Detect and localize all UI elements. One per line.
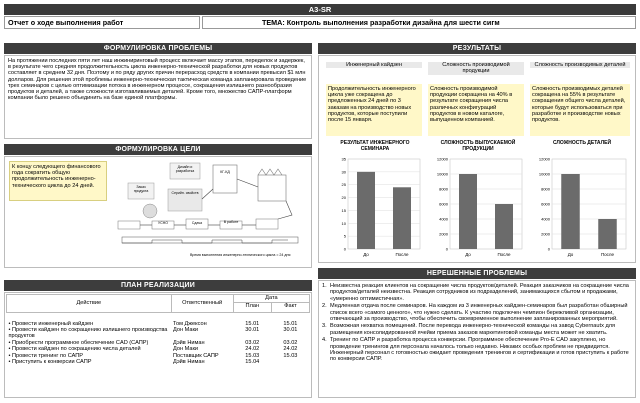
results-col2-head: Сложность производимой продукции: [428, 62, 524, 75]
plan-table: [6, 294, 310, 365]
plan-date-fact: 24.02: [283, 346, 298, 353]
results-col3-text: Сложность производимых деталей сокращена на 55% в результате сокращения общего числа деталей, которые будут использоваться при разработке и производстве новых продуктов.: [530, 84, 630, 136]
chart-engineering: [326, 155, 424, 261]
y-tick-label: 0: [343, 246, 346, 252]
plan-action: • Приобрести программное обеспечение CAD (САПР): [8, 339, 149, 346]
plan-date-plan: 15.03: [245, 352, 260, 359]
x-tick-label: До: [363, 252, 369, 257]
results-col2-text: Сложность производимой продукции сокращена на 40% в результате сокращения числа различных конфигураций продуктов в новом каталоге, выпущенном компанией.: [428, 84, 524, 136]
x-tick-label: После: [600, 252, 615, 257]
goal-caption: Время выполнения инженерно-технического цикла = 24 дня: [190, 253, 291, 257]
y-tick-label: 10: [341, 220, 346, 226]
y-tick-label: 20: [341, 195, 346, 201]
plan-date-plan: 15.04: [245, 358, 260, 365]
x-tick-label: До: [465, 252, 471, 257]
bar: [561, 174, 580, 249]
plan-date-plan: 03.02: [245, 339, 260, 346]
diagram-label-1: Дизайн и разработка: [175, 165, 195, 173]
plan-action: • Провести кайдзен по сокращению излишнего производства продуктов: [8, 326, 168, 340]
diagram-label-2: Заказ продукта: [133, 185, 149, 193]
unresolved-title: НЕРЕШЕННЫЕ ПРОБЛЕМЫ: [318, 268, 636, 279]
results-title: РЕЗУЛЬТАТЫ: [318, 43, 636, 54]
y-tick-label: 6000: [439, 201, 448, 207]
chart-product: [428, 155, 526, 261]
goal-text: К концу следующего финансового года сократить общую продолжительность инженерно-технического цикла до 24 дней.: [9, 161, 107, 201]
plan-col-plan: План: [233, 303, 271, 313]
plan-action: • Приступить к конверсии САПР: [8, 358, 92, 365]
plan-date-fact: [271, 359, 309, 365]
plan-col-owner: Ответственный: [171, 295, 233, 313]
x-tick-label: После: [497, 252, 511, 257]
plan-action: • Провести инженерный кайдзен: [8, 320, 94, 327]
goal-title: ФОРМУЛИРОВКА ЦЕЛИ: [4, 144, 312, 155]
x-tick-label: До: [567, 252, 574, 257]
plan-col-action: Действие: [7, 295, 172, 313]
y-tick-label: 5: [343, 233, 346, 239]
y-tick-label: 8000: [541, 186, 550, 192]
x-tick-label: После: [395, 252, 409, 257]
report-title: Отчет о ходе выполнения работ: [8, 18, 124, 27]
y-tick-label: 4000: [541, 216, 550, 222]
plan-date-fact: 15.03: [283, 352, 298, 359]
plan-title: ПЛАН РЕАЛИЗАЦИИ: [4, 280, 312, 291]
topic: ТЕМА: Контроль выполнения разработки дизайна для шести сигм: [262, 18, 500, 27]
process-diagram-svg: [110, 159, 308, 257]
bar: [598, 219, 617, 249]
chart-parts: [530, 155, 630, 261]
plan-owner: Поставщик САПР: [173, 352, 219, 359]
plan-action: • Провести тренинг по САПР: [8, 352, 84, 359]
table-row: [7, 327, 310, 340]
chart-engineering-title: РЕЗУЛЬТАТ ИНЖЕНЕРНОГО СЕМИНАРА: [340, 140, 410, 152]
chart-product-title: СЛОЖНОСТЬ ВЫПУСКАЕМОЙ ПРОДУКЦИИ: [440, 140, 516, 152]
plan-owner: Дон Маки: [173, 326, 199, 333]
diagram-label-4: КГ-КД: [220, 170, 230, 174]
results-col3-head: Сложность производимых деталей: [530, 62, 630, 68]
plan-date-plan: 15.01: [245, 320, 260, 327]
y-tick-label: 4000: [439, 216, 448, 222]
list-item: 4. Тренинг по САПР и разработка процесса конверсии. Программное обеспечение Pro-E CAD закуплено, но проведение тренингов для персонала началось только недавно. Никаких особых проблем не предвидится. Инженерный персонал с готовностью ожидает проведения тренингов и сертификации и готов приступить к работе по конверсии САПР.: [322, 337, 629, 363]
plan-date-fact: 30.01: [283, 326, 298, 333]
diagram-label-7: В работе: [223, 220, 239, 224]
plan-action: • Провести кайдзен по сокращению числа деталей: [8, 346, 141, 353]
y-tick-label: 10000: [436, 171, 448, 177]
results-col1-head: Инженерный кайдзен: [326, 62, 422, 68]
plan-col-fact: Факт: [271, 303, 309, 313]
list-item: 1. Неизвестна реакция клиентов на сокращение числа продуктов/деталей. Реакция заказчиков на сокращение числа продуктов/деталей неизвестна. Реакция сотрудников из подразделений, занимающихся сбытом и продажами, «умеренно оптимистичная».: [322, 283, 629, 302]
bar: [495, 204, 513, 249]
header-code: A3-SR: [4, 4, 636, 15]
diagram-label-3: Серийн. свойств: [171, 191, 199, 195]
unresolved-list: [322, 283, 632, 363]
plan-date-fact: 15.01: [283, 320, 298, 327]
diagram-label-6: Сдача: [191, 221, 203, 225]
chart-parts-title: СЛОЖНОСТЬ ДЕТАЛЕЙ: [552, 140, 612, 146]
y-tick-label: 25: [341, 182, 346, 188]
process-diagram: [110, 159, 308, 257]
plan-col-date: Дата: [233, 295, 309, 303]
list-item: 2. Медленная отдача после семинаров. На каждом из 3 инженерных кайдзен-семинаров был разработан обширный список всего «самого ценного», что нужно сделать. К участию подключен чемпион бережливой организации, отвечающий за производство, чтобы обеспечить своевременное выполнение запланированных мероприятий.: [322, 303, 628, 323]
y-tick-label: 10000: [538, 171, 550, 177]
plan-owner: Дэйв Ниман: [173, 358, 205, 365]
plan-date-fact: 03.02: [283, 339, 298, 346]
plan-date-plan: 24.02: [245, 346, 260, 353]
y-tick-label: 2000: [439, 231, 448, 237]
problem-title: ФОРМУЛИРОВКА ПРОБЛЕМЫ: [4, 43, 312, 54]
bar: [357, 172, 375, 249]
y-tick-label: 30: [341, 169, 346, 175]
bar: [459, 174, 477, 249]
y-tick-label: 15: [341, 207, 346, 213]
plan-owner: Дон Маки: [173, 346, 199, 353]
y-tick-label: 2000: [541, 231, 550, 237]
diagram-label-5: УСНО: [157, 221, 168, 225]
plan-date-plan: 30.01: [245, 326, 260, 333]
y-tick-label: 12000: [538, 156, 550, 162]
bar: [393, 187, 411, 249]
y-tick-label: 0: [445, 246, 448, 252]
list-item: 3. Возможная нехватка помещений. После перевода инженерно-технической команды на завод Cybernautx для размещения консолидированной ячейки приема заказов маркетинговой команды места может не хватить.: [322, 323, 615, 336]
table-row: [7, 359, 310, 365]
results-col1-text: Продолжительность инженерного цикла уже сокращена до предложенных 24 дней по 3 заказам на производство новых продуктов, которые поступили после 15 января.: [326, 84, 422, 136]
y-tick-label: 6000: [541, 201, 550, 207]
y-tick-label: 0: [547, 246, 550, 252]
y-tick-label: 35: [341, 156, 346, 162]
y-tick-label: 12000: [436, 156, 448, 162]
plan-owner: Том Джексон: [173, 320, 207, 327]
y-tick-label: 8000: [439, 186, 448, 192]
problem-text: На протяжении последних пяти лет наш инжиниринговый процесс включает массу этапов, переделок и задержек, в результате чего средняя продолжительность цикла инженерно-технической разработки для новых продуктов составляет в среднем 32 дня. Поэтому и по ряду других причин перерасход средств в компании превысил $1 млн долларов. Для решения этой проблемы инженерно-техническая тактическая команда запланировала проведение трех семинаров с целью оптимизации потока в инженерном процессе, сокращения излишнего разнообразия продуктов и деталей, а также сложности изготавливаемых деталей. Кроме того, множество САПР-платформ компании было решено объединить на базе единой платформы.: [8, 58, 307, 102]
plan-owner: Дэйв Ниман: [173, 339, 205, 346]
